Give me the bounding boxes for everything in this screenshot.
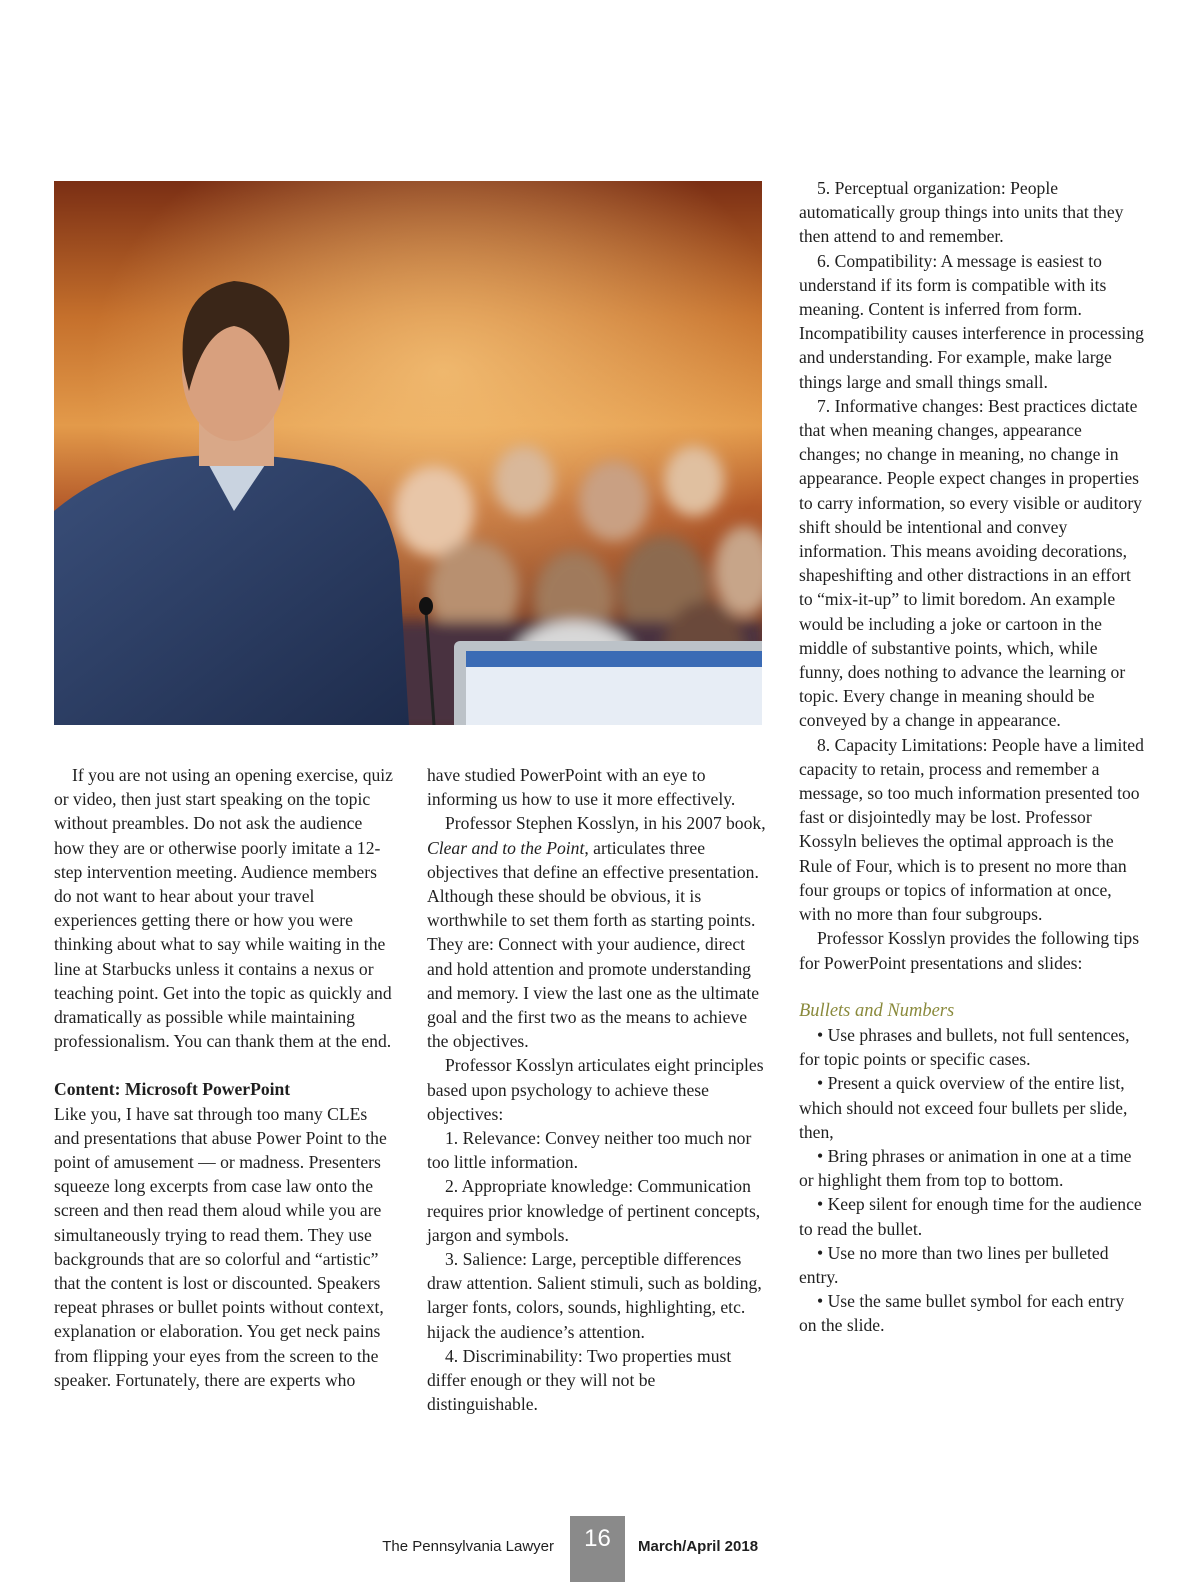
section-heading: Content: Microsoft PowerPoint	[54, 1079, 291, 1100]
bullets-subheading: Bullets and Numbers	[799, 1000, 955, 1021]
principle-7: 7. Informative changes: Best practices dictate that when meaning changes, appearance changes; no change in meaning, no change in appearance. People expect changes in properties to carry information, so every visible or auditory shift should be intentional and convey information. This means avoiding decorations, shapeshifting and other distractions in an effort to “mix-it-up” to limit boredom. An example would be including a joke or cartoon in the middle of substantive points, which, while funny, does nothing to advance the learning or topic. Every change in meaning should be conveyed by a change in appearance.	[799, 395, 1142, 731]
bullet-icon: •	[817, 1024, 824, 1045]
page-footer	[0, 1516, 1200, 1582]
bullet-item: • Bring phrases or animation in one at a time or highlight them from top to bottom.	[799, 1145, 1132, 1191]
continued-paragraph: have studied PowerPoint with an eye to informing us how to use it more effectively.	[427, 765, 736, 810]
article-column-2	[427, 763, 767, 1416]
principles-intro: Professor Kosslyn articulates eight principles based upon psychology to achieve these objectives:	[427, 1055, 764, 1124]
speaker-audience-photo	[54, 181, 762, 725]
principle-1: 1. Relevance: Convey neither too much nor too little information.	[427, 1128, 752, 1173]
tips-intro: Professor Kosslyn provides the following tips for PowerPoint presentations and slides:	[799, 928, 1140, 973]
book-title: Clear and to the Point	[427, 837, 585, 858]
bullet-item: • Use no more than two lines per bulleted entry.	[799, 1242, 1109, 1287]
bullet-item: • Use the same bullet symbol for each entry on the slide.	[799, 1291, 1125, 1336]
publication-name: The Pennsylvania Lawyer	[382, 1538, 554, 1555]
principle-4: 4. Discriminability: Two properties must differ enough or they will not be distinguishable.	[427, 1345, 732, 1415]
principle-2: 2. Appropriate knowledge: Communication requires prior knowledge of pertinent concepts, jargon and symbols.	[427, 1176, 761, 1245]
powerpoint-paragraph: Like you, I have sat through too many CLEs and presentations that abuse Power Point to the point of amusement — or madness. Presenters squeeze long excerpts from case law onto the screen and then read them aloud while you are simultaneously trying to read them. They use backgrounds that are so colorful and “artistic” that the content is lost or discounted. Speakers repeat phrases or bullet points without context, explanation or elaboration. You get neck pains from flipping your eyes from the screen to the speaker. Fortunately, there are experts who	[54, 1103, 387, 1390]
kosslyn-text-a: Professor Stephen Kosslyn, in his 2007 book,	[445, 813, 766, 834]
podium-monitor	[454, 641, 762, 725]
principle-5: 5. Perceptual organization: People automatically group things into units that they then attend to and remember.	[799, 178, 1124, 247]
bullet-item: • Present a quick overview of the entire list, which should not exceed four bullets per slide, then,	[799, 1073, 1128, 1142]
photo-illustration	[54, 181, 762, 725]
intro-paragraph: If you are not using an opening exercise, quiz or video, then just start speaking on the topic without preambles. Do not ask the audience how they are or otherwise poorly imitate a 12-step intervention meeting. Audience members do not want to hear about your travel experiences getting there or how you were thinking about what to say while waiting in the line at Starbucks unless it contains a nexus or teaching point. Get into the topic as quickly and dramatically as possible while maintaining professionalism. You can thank them at the end.	[54, 765, 393, 1052]
issue-date: March/April 2018	[638, 1538, 759, 1555]
bullet-icon: •	[817, 1145, 824, 1166]
kosslyn-text-b: , articulates three objectives that define an effective presentation. Although these should be obvious, it is worthwhile to set them forth as starting points. They are: Connect with your audience, direct and hold attention and promote understanding and memory. I view the last one as the ultimate goal and the first two as the means to achieve the objectives.	[427, 837, 760, 1052]
bullet-icon: •	[817, 1073, 824, 1094]
bullet-item: • Use phrases and bullets, not full sentences, for topic points or specific cases.	[799, 1024, 1130, 1070]
principle-8: 8. Capacity Limitations: People have a limited capacity to retain, process and remember a message, so too much information presented too fast or disjointedly may be lost. Professor Kossyln believes the optimal approach is the Rule of Four, which is to present no more than four groups or topics of information at once, with no more than four subgroups.	[799, 734, 1144, 925]
microphone	[419, 597, 433, 615]
bullet-icon: •	[817, 1194, 824, 1215]
bullet-icon: •	[817, 1291, 824, 1312]
article-column-1	[54, 763, 394, 1392]
kosslyn-paragraph	[427, 811, 767, 1053]
bullet-icon: •	[817, 1242, 824, 1263]
bullet-item: • Keep silent for enough time for the audience to read the bullet.	[799, 1194, 1142, 1239]
principle-6: 6. Compatibility: A message is easiest to understand if its form is compatible with its meaning. Content is inferred from form. Incompatibility causes interference in processing and understanding. For example, make large things large and small things small.	[799, 250, 1144, 392]
principle-3: 3. Salience: Large, perceptible differences draw attention. Salient stimuli, such as bolding, larger fonts, colors, sounds, highlighting, etc. hijack the audience’s attention.	[427, 1249, 762, 1342]
page-number: 16	[570, 1516, 625, 1582]
article-column-3	[799, 176, 1144, 1338]
